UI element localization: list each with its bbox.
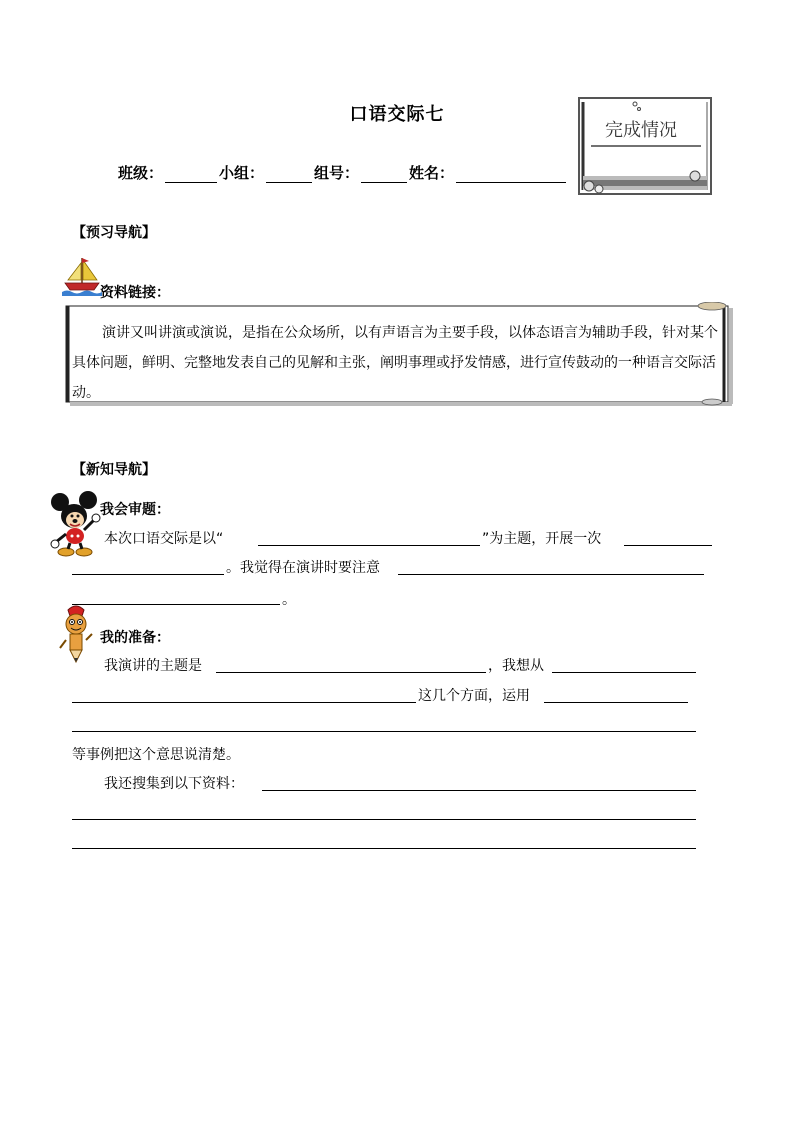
name-label: 姓名： [409,164,455,182]
activity-blank-2[interactable] [72,574,224,575]
new-knowledge-heading: 【新知导航】 [72,462,156,478]
activity-blank[interactable] [624,545,712,546]
review-text-3: 。我觉得在演讲时要注意 [226,560,380,576]
preparation-label: 我的准备： [100,630,170,646]
preview-heading: 【预习导航】 [72,225,156,241]
student-info-row [118,162,568,183]
group-blank[interactable] [266,166,312,183]
materials-blank-3[interactable] [72,848,696,849]
completion-status-box [577,96,713,196]
materials-blank-2[interactable] [72,819,696,820]
examples-blank-2[interactable] [72,731,696,732]
prep-text-3: 这几个方面，运用 [418,688,530,704]
cartoon-mouse-icon [48,490,104,562]
prep-text-4: 等事例把这个意思说清楚。 [72,747,240,763]
group-no-blank[interactable] [361,166,407,183]
sailboat-icon [62,256,102,300]
review-text-1: 本次口语交际是以“ [104,531,224,547]
name-blank[interactable] [456,166,566,183]
class-blank[interactable] [165,166,217,183]
theme-blank[interactable] [258,545,480,546]
examples-blank[interactable] [544,702,688,703]
prep-text-1: 我演讲的主题是 [104,658,202,674]
prep-text-5: 我还搜集到以下资料： [104,776,244,792]
status-label: 完成情况 [605,120,677,141]
aspects-blank[interactable] [552,672,696,673]
speech-topic-blank[interactable] [216,672,486,673]
materials-link-label: 资料链接： [100,285,170,301]
materials-paragraph: 演讲又叫讲演或演说，是指在公众场所，以有声语言为主要手段，以体态语言为辅助手段，针对某个具体问题，鲜明、完整地发表自己的见解和主张，阐明事理或抒发情感，进行宣传鼓动的一种语言交际活动。 [72,325,718,401]
page-title: 口语交际七 [349,104,445,125]
group-label: 小组： [219,164,265,182]
group-no-label: 组号： [314,164,360,182]
review-text-4: 。 [282,592,296,608]
attention-blank-2[interactable] [72,604,280,605]
status-frame-icon [577,96,713,196]
pencil-character-icon [58,604,94,672]
attention-blank[interactable] [398,574,704,575]
materials-blank-1[interactable] [262,790,696,791]
review-text-2: ”为主题，开展一次 [482,531,602,547]
prep-text-2: ，我想从 [488,658,544,674]
aspects-blank-2[interactable] [72,702,416,703]
class-label: 班级： [118,164,164,182]
review-label: 我会审题： [100,502,170,518]
